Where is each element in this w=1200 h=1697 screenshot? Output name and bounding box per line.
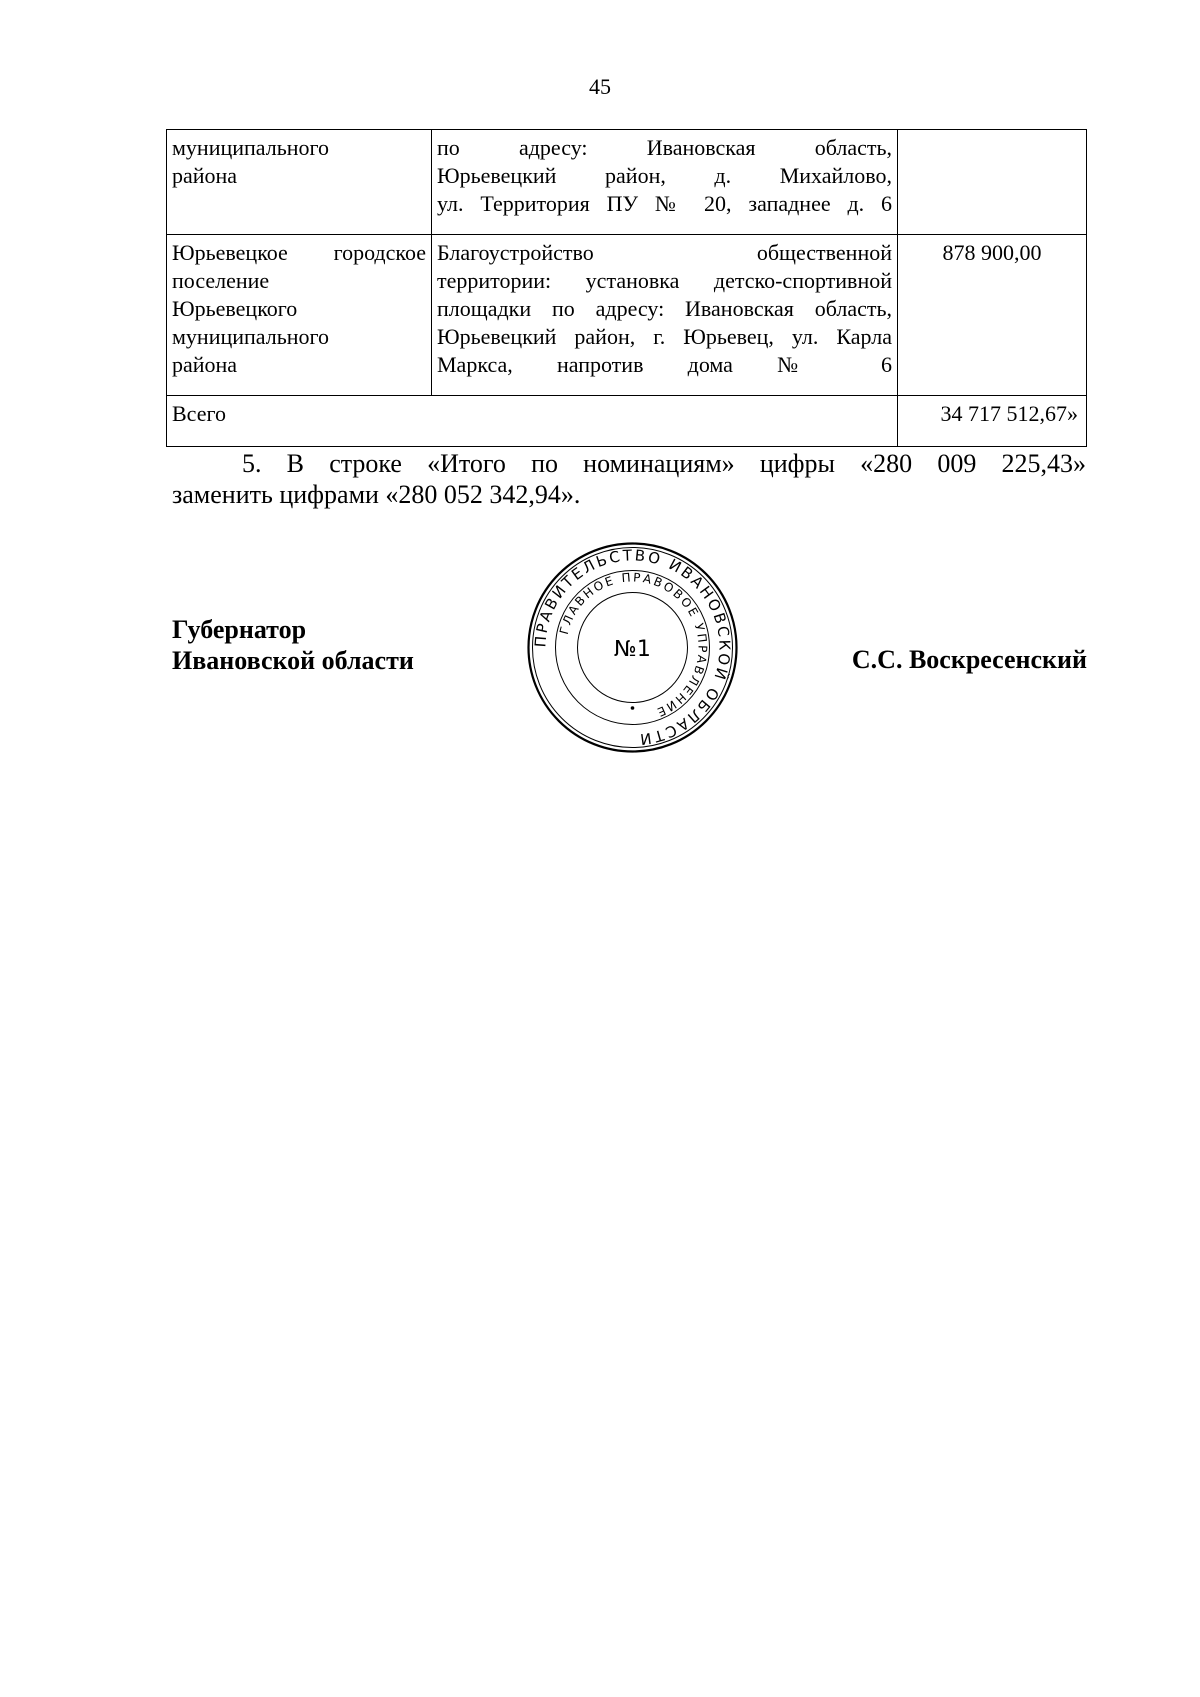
official-stamp	[525, 540, 740, 755]
stamp-inner-text: ГЛАВНОЕ ПРАВОВОЕ УПРАВЛЕНИЕ	[556, 570, 710, 720]
cell-line: муниципального	[172, 324, 330, 349]
cell-line: района	[172, 163, 238, 188]
page-number: 45	[589, 74, 611, 99]
paragraph-line: заменить цифрами «280 052 342,94».	[172, 480, 581, 509]
cell-line: территории: установка детско-спортивной	[437, 268, 892, 293]
paragraph-line: 5. В строке «Итого по номинациям» цифры «280 009 225,43»	[242, 449, 1086, 478]
cell-line: Маркса, напротив дома № 6	[437, 352, 892, 377]
cell-line: по адресу: Ивановская область,	[437, 135, 892, 160]
amendment-paragraph	[172, 448, 1086, 510]
cell-line: Юрьевецкий район, д. Михайлово,	[437, 163, 892, 188]
table-cell-amount	[898, 130, 1087, 235]
table-row	[167, 130, 1087, 235]
table-cell-description	[432, 130, 898, 235]
stamp-center-number: №1	[614, 637, 651, 662]
table-cell-recipient	[167, 130, 432, 235]
total-value: 34 717 512,67»	[898, 396, 1087, 447]
position-line: Губернатор	[172, 615, 307, 644]
table-cell-amount: 878 900,00	[898, 235, 1087, 396]
allocation-table	[166, 129, 1087, 447]
table-row	[167, 235, 1087, 396]
cell-line: Юрьевецкого	[172, 296, 298, 321]
table-row-total	[167, 396, 1087, 447]
cell-line: ул. Территория ПУ № 20, западнее д. 6	[437, 191, 892, 216]
cell-line: района	[172, 352, 238, 377]
cell-line: поселение	[172, 268, 270, 293]
cell-line: муниципального	[172, 135, 330, 160]
table-cell-recipient	[167, 235, 432, 396]
stamp-outer-text: ПРАВИТЕЛЬСТВО ИВАНОВСКОЙ ОБЛАСТИ	[531, 546, 734, 749]
cell-line: Благоустройство общественной	[437, 240, 892, 265]
stamp-dot	[631, 706, 635, 710]
signatory-name: С.С. Воскресенский	[851, 645, 1087, 674]
table-cell-description	[432, 235, 898, 396]
signatory-position	[172, 614, 414, 676]
total-label: Всего	[167, 396, 898, 447]
cell-line: Юрьевецкое городское	[172, 240, 426, 265]
cell-line: площадки по адресу: Ивановская область,	[437, 296, 892, 321]
cell-line: Юрьевецкий район, г. Юрьевец, ул. Карла	[437, 324, 892, 349]
position-line: Ивановской области	[172, 646, 414, 675]
